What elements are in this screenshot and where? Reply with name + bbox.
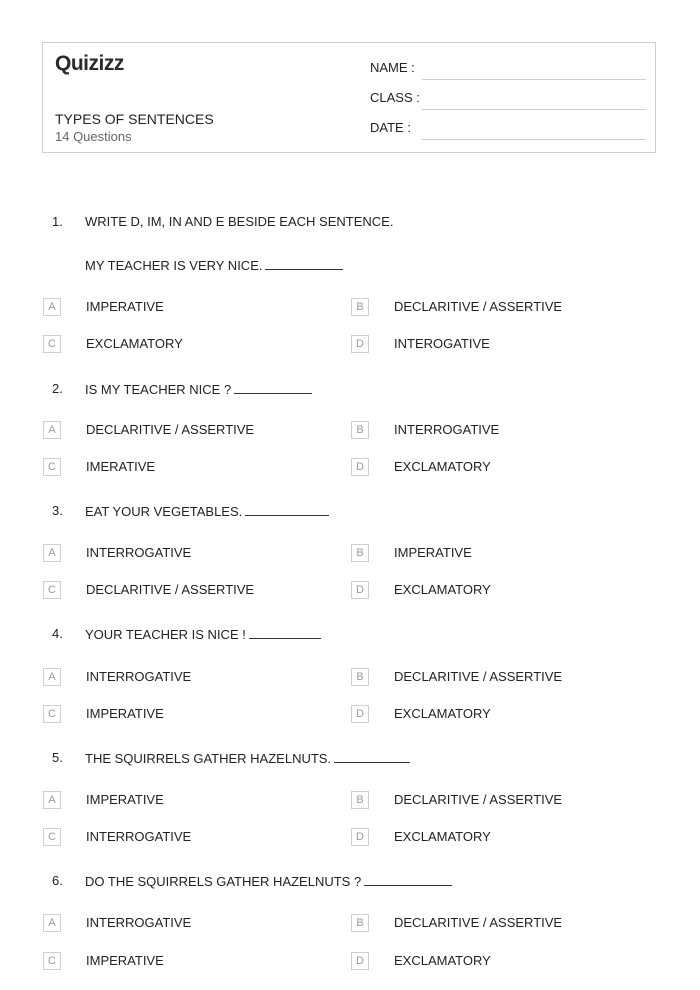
option-text: EXCLAMATORY — [394, 829, 491, 844]
option-letter: A — [43, 914, 61, 932]
option-text: DECLARITIVE / ASSERTIVE — [394, 792, 563, 807]
question-number: 4. — [52, 626, 63, 641]
question-number: 1. — [52, 214, 63, 229]
option-text: DECLARITIVE / ASSERTIVE — [394, 915, 563, 930]
option-text: IMPERATIVE — [394, 545, 472, 560]
answer-blank[interactable] — [334, 750, 410, 763]
answer-blank[interactable] — [364, 873, 452, 886]
option-letter: A — [43, 298, 61, 316]
question-6 — [0, 873, 700, 893]
question-number: 6. — [52, 873, 63, 888]
option-letter: C — [43, 828, 61, 846]
option-letter: C — [43, 581, 61, 599]
option-letter: D — [351, 828, 369, 846]
quizizz-logo: Quizizz — [55, 52, 124, 75]
option-text: IMPERATIVE — [86, 953, 164, 968]
date-line — [422, 139, 646, 140]
class-label: CLASS : — [370, 90, 420, 105]
option-letter: D — [351, 335, 369, 353]
worksheet-title: TYPES OF SENTENCES — [55, 111, 214, 127]
question-text: THE SQUIRRELS GATHER HAZELNUTS. — [85, 750, 410, 766]
option-letter: C — [43, 952, 61, 970]
answer-blank[interactable] — [245, 503, 329, 516]
option-letter: B — [351, 544, 369, 562]
option-text: EXCLAMATORY — [394, 459, 491, 474]
question-text: MY TEACHER IS VERY NICE. — [85, 257, 343, 273]
option-text: INTEROGATIVE — [394, 336, 490, 351]
class-line — [422, 109, 646, 110]
question-1 — [0, 257, 700, 277]
answer-blank[interactable] — [249, 626, 321, 639]
option-letter: B — [351, 668, 369, 686]
question-3 — [0, 503, 700, 523]
option-text: EXCLAMATORY — [394, 706, 491, 721]
option-text: IMPERATIVE — [86, 706, 164, 721]
worksheet-header — [42, 42, 656, 153]
option-letter: C — [43, 335, 61, 353]
option-text: INTERROGATIVE — [86, 545, 192, 560]
option-text: INTERROGATIVE — [86, 669, 192, 684]
answer-blank[interactable] — [265, 257, 343, 270]
question-5 — [0, 750, 700, 770]
option-letter: A — [43, 791, 61, 809]
name-line — [422, 79, 646, 80]
question-text: DO THE SQUIRRELS GATHER HAZELNUTS ? — [85, 873, 452, 889]
option-text: IMERATIVE — [86, 459, 156, 474]
question-2 — [0, 381, 700, 401]
question-number: 2. — [52, 381, 63, 396]
question-4 — [0, 626, 700, 646]
option-letter: B — [351, 791, 369, 809]
date-field[interactable] — [370, 120, 646, 140]
date-label: DATE : — [370, 120, 411, 135]
option-text: INTERROGATIVE — [86, 915, 192, 930]
option-letter: D — [351, 581, 369, 599]
name-field[interactable] — [370, 60, 646, 80]
question-number: 3. — [52, 503, 63, 518]
option-letter: A — [43, 421, 61, 439]
instruction-text: WRITE D, IM, IN AND E BESIDE EACH SENTENCE. — [85, 214, 394, 229]
option-text: INTERROGATIVE — [86, 829, 192, 844]
option-letter: B — [351, 298, 369, 316]
option-text: EXCLAMATORY — [394, 582, 491, 597]
option-letter: D — [351, 705, 369, 723]
option-letter: B — [351, 914, 369, 932]
option-text: DECLARITIVE / ASSERTIVE — [394, 299, 563, 314]
option-letter: D — [351, 458, 369, 476]
question-count: 14 Questions — [55, 129, 132, 144]
option-text: IMPERATIVE — [86, 792, 164, 807]
option-text: DECLARITIVE / ASSERTIVE — [394, 669, 563, 684]
instruction — [0, 214, 700, 234]
option-text: DECLARITIVE / ASSERTIVE — [86, 422, 255, 437]
option-text: IMPERATIVE — [86, 299, 164, 314]
question-text: YOUR TEACHER IS NICE ! — [85, 626, 321, 642]
answer-blank[interactable] — [234, 381, 312, 394]
option-letter: B — [351, 421, 369, 439]
question-text: EAT YOUR VEGETABLES. — [85, 503, 329, 519]
option-letter: C — [43, 458, 61, 476]
question-text: IS MY TEACHER NICE ? — [85, 381, 312, 397]
option-text: EXCLAMATORY — [394, 953, 491, 968]
option-letter: C — [43, 705, 61, 723]
option-text: DECLARITIVE / ASSERTIVE — [86, 582, 255, 597]
option-text: EXCLAMATORY — [86, 336, 183, 351]
question-number: 5. — [52, 750, 63, 765]
option-text: INTERROGATIVE — [394, 422, 500, 437]
class-field[interactable] — [370, 90, 646, 110]
option-letter: A — [43, 668, 61, 686]
option-letter: A — [43, 544, 61, 562]
name-label: NAME : — [370, 60, 415, 75]
option-letter: D — [351, 952, 369, 970]
